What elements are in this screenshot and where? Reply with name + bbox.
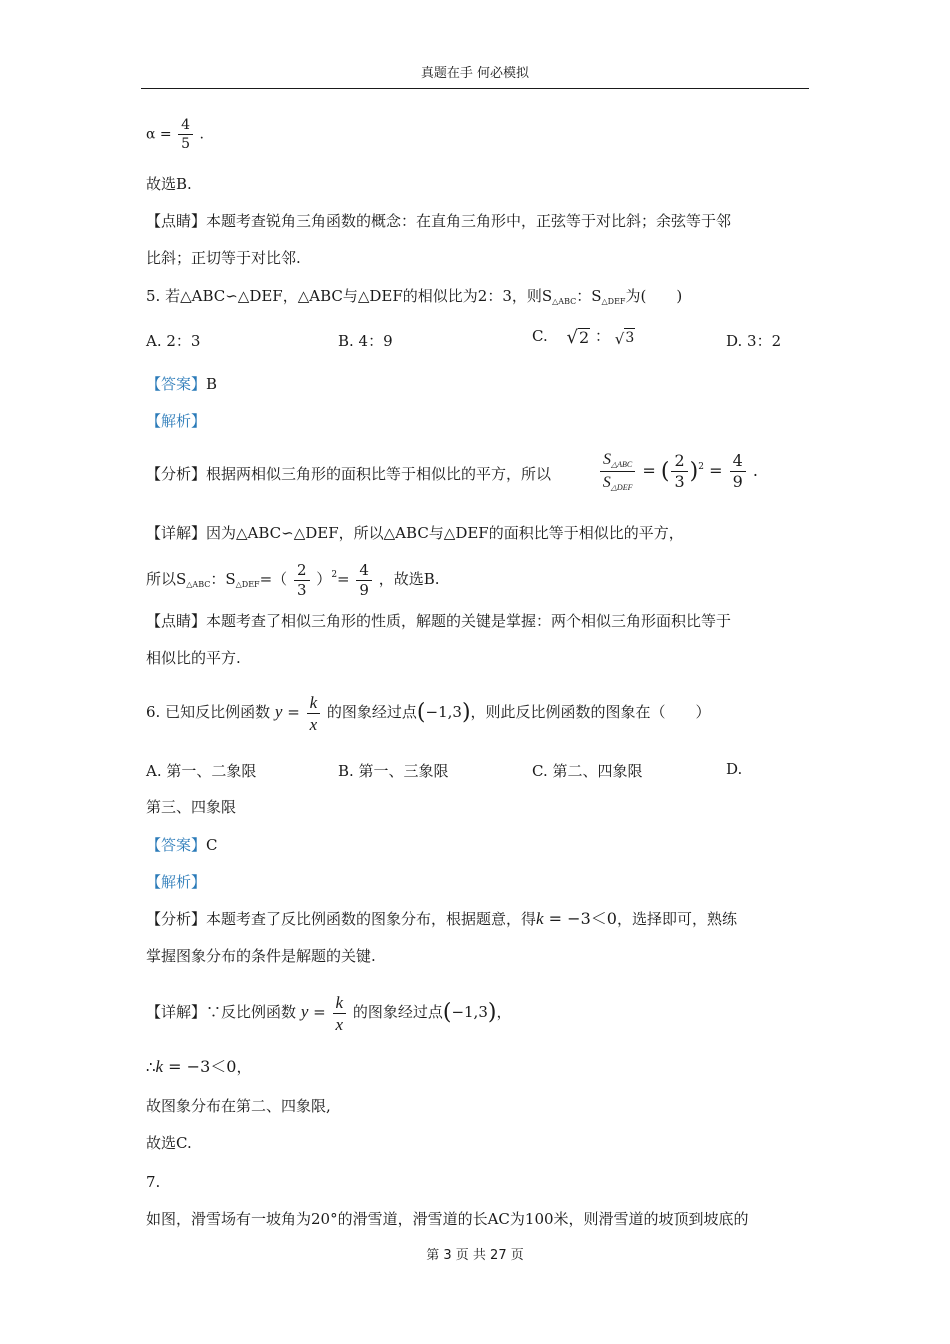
q5-sub-abc: △ABC [552, 297, 577, 306]
q5-option-c-sep: ： [594, 327, 610, 345]
area-ratio-fraction: $\frac{S_{\triangle ABC}}{S_{\triangle DEF}}$ [600, 451, 635, 492]
q5-ratio-formula: $\frac{S_{\triangle ABC}}{S_{\triangle DEF}}$ = ( $\frac{2}{3}$ )$^2$ = $\frac{4}{9}$ . [598, 451, 758, 492]
result-fraction: $\frac{4}{9}$ [730, 453, 746, 490]
q6-function-fraction: $\frac{k}{x}$ [307, 694, 321, 733]
q5-option-a: A. 2：3 [146, 332, 201, 350]
q5-tip-line2: 相似比的平方. [146, 649, 241, 667]
q6-distribution-line: 故图象分布在第二、四象限, [146, 1097, 331, 1115]
q7-line1: 如图，滑雪场有一坡角为20°的滑雪道，滑雪道的长AC为100米，则滑雪道的坡顶到坡底的 [146, 1210, 749, 1228]
alpha-fraction [178, 118, 193, 151]
sqrt-3: √ 3 [614, 329, 635, 348]
q5-tip-line1 [146, 610, 731, 632]
tip-tag: 【点睛】 [146, 612, 207, 630]
answer-value: B [206, 375, 218, 393]
alpha-suffix: . [199, 126, 204, 143]
q5-option-c [532, 325, 635, 347]
answer-value: C [206, 836, 218, 854]
q5-stem-text: 5. 若△ABC∽△DEF，△ABC与△DEF的相似比为2：3，则S [146, 287, 553, 305]
q6-stem: 6. 已知反比例函数 y = $\frac{k}{x}$ 的图象经过点(−1,3)，则此反比例函数的图象在（ ） [146, 692, 711, 734]
q6-analysis-tag: 【解析】 [146, 873, 207, 891]
q6-answer [146, 834, 218, 856]
q5-detail-line1 [146, 522, 684, 544]
q6-option-a: A. 第一、二象限 [146, 762, 257, 780]
q6-option-d-cont: 第三、四象限 [146, 798, 237, 816]
tip-a-line2: 比斜；正切等于对比邻. [146, 249, 301, 267]
q6-option-d: D. [726, 760, 743, 778]
answer-tag: 【答案】 [146, 836, 207, 854]
alpha-denominator: 5 [181, 136, 191, 152]
q5-detail-line2: 所以$S_{\triangle ABC}$：$S_{\triangle DEF}=$（ $\frac{2}{3}$ ）$^2$= $\frac{4}{9}$ ，故选B. [146, 560, 440, 599]
xj-tag: 【详解】 [146, 524, 207, 542]
q5-sub-def: △DEF [601, 297, 626, 306]
q5-stem-end: 为( ) [625, 287, 683, 305]
tip-text: 本题考查锐角三角函数的概念：在直角三角形中，正弦等于对比斜；余弦等于邻 [206, 212, 732, 230]
fx-tag: 【分析】 [146, 465, 207, 483]
choose-b-line: 故选B. [146, 175, 192, 193]
alpha-prefix: α = [146, 126, 172, 143]
q6-detail-fraction: $\frac{k}{x}$ [333, 994, 347, 1033]
q6-detail-line1: 【详解】∵反比例函数 y = $\frac{k}{x}$ 的图象经过点(−1,3)， [146, 992, 512, 1034]
q5-analysis-line [146, 463, 551, 485]
detail-ratio-fraction: $\frac{2}{3}$ [294, 563, 310, 598]
q5-stem-mid: ：S [576, 287, 602, 305]
q6-analysis-line1: 【分析】本题考查了反比例函数的图象分布，根据题意，得k = −3＜0，选择即可，熟练 [146, 909, 737, 928]
q6-therefore-line: ∴k = −3＜0， [146, 1057, 252, 1076]
xj-text: 因为△ABC∽△DEF，所以△ABC与△DEF的面积比等于相似比的平方， [206, 524, 684, 542]
q7-number: 7. [146, 1173, 161, 1191]
q5-analysis-tag: 【解析】 [146, 412, 207, 430]
alpha-numerator: 4 [178, 118, 193, 135]
answer-tag: 【答案】 [146, 375, 207, 393]
page-footer: 第 3 页 共 27 页 [426, 1248, 524, 1263]
q5-answer [146, 373, 217, 395]
fx-text: 根据两相似三角形的面积比等于相似比的平方，所以 [206, 465, 552, 483]
q5-option-d: D. 3：2 [726, 332, 782, 350]
q6-choose-line: 故选C. [146, 1134, 192, 1152]
sqrt-2: √ 2 [566, 326, 590, 348]
ratio-fraction: $\frac{2}{3}$ [671, 453, 687, 490]
tip-text: 本题考查了相似三角形的性质，解题的关键是掌握：两个相似三角形面积比等于 [206, 612, 732, 630]
q6-analysis-line2: 掌握图象分布的条件是解题的关键. [146, 947, 376, 965]
q5-stem [146, 285, 682, 313]
q6-option-c: C. 第二、四象限 [532, 762, 643, 780]
header-title: 真题在手 何必模拟 [420, 66, 530, 81]
header-rule [141, 88, 809, 89]
detail-result-fraction: $\frac{4}{9}$ [356, 563, 372, 598]
q6-point: −1,3 [425, 703, 462, 721]
tip-a-line1 [146, 210, 731, 232]
q6-option-b: B. 第一、三象限 [338, 762, 449, 780]
q5-option-c-label: C. [532, 327, 548, 345]
q5-option-b: B. 4：9 [338, 332, 393, 350]
alpha-equation [146, 118, 204, 151]
tip-tag: 【点睛】 [146, 212, 207, 230]
